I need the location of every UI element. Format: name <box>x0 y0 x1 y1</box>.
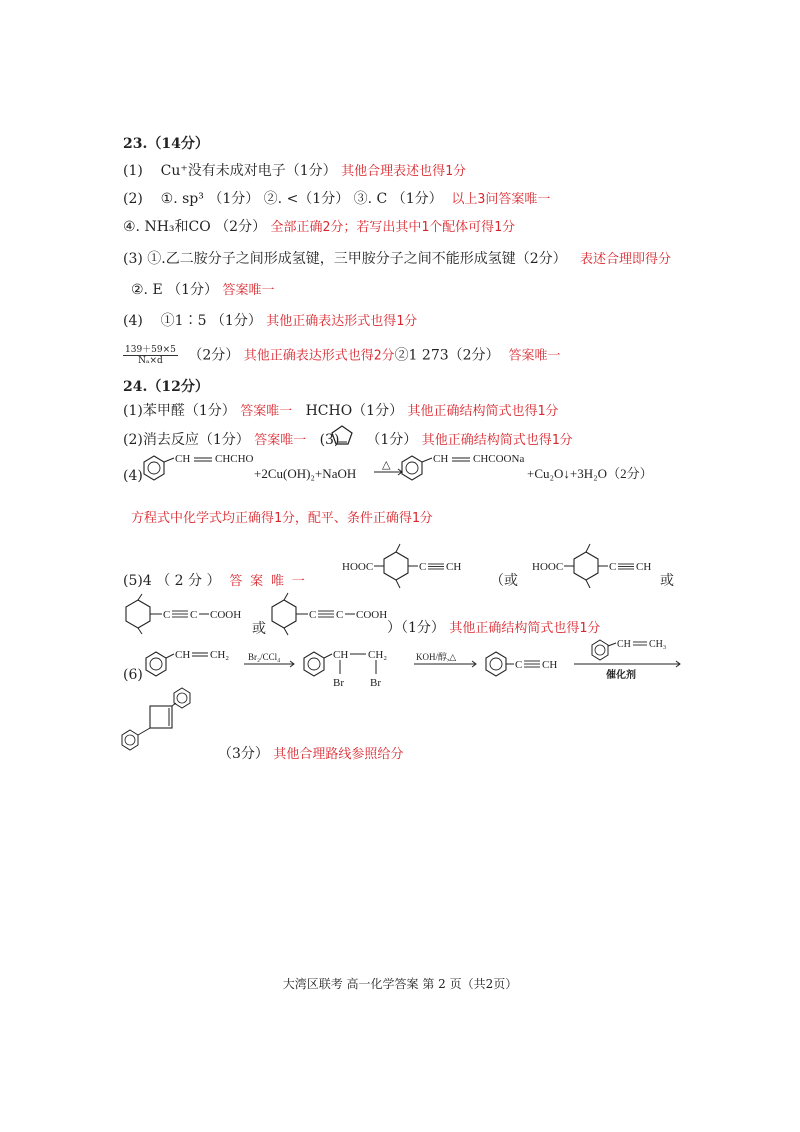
q24-4-number: (4) <box>123 468 143 484</box>
q23-1-number: (1) <box>123 163 143 179</box>
q23-4-note: 其他正确表达形式也得1分 <box>266 314 418 329</box>
benzene-ring-icon-2 <box>402 456 422 480</box>
product-structure <box>118 684 208 764</box>
q23-3b-answer: ②. E （1分） <box>131 282 219 298</box>
isomer-structure-1 <box>340 538 480 598</box>
isomer-structure-3 <box>122 592 252 642</box>
q23-2d-answer: ④. NH₃和CO （2分） <box>123 219 267 235</box>
q24-3-number: (3) <box>319 432 340 448</box>
q23-4c-answer: ②1 273（2分） <box>394 347 500 364</box>
eq-ch-label-2: CH <box>433 453 449 465</box>
svg-text:C: C <box>336 609 344 621</box>
or-word-1: （或 <box>490 573 518 589</box>
q24-5-score: ）（1分） <box>387 620 445 636</box>
condition-3: 催化剂 <box>606 670 636 681</box>
q23-4-number: (4) <box>123 313 143 329</box>
eq-products: +Cu₂O↓+3H₂O（2分） <box>527 466 653 481</box>
q23-1-note: 其他合理表述也得1分 <box>341 164 466 179</box>
q24-4-equation <box>142 448 662 488</box>
condition-1: Br₂/CCl₄ <box>248 652 281 662</box>
reagent-ch3: CH₃ <box>649 639 667 650</box>
eq-heat-symbol: △ <box>382 459 391 471</box>
q23-line-5 <box>131 281 275 300</box>
q24-3-note: 其他正确结构简式也得1分 <box>421 433 573 448</box>
styrene-ch2: CH₂ <box>210 649 230 661</box>
svg-text:C: C <box>419 561 427 573</box>
q23-4c-note: 答案唯一 <box>508 348 561 364</box>
q24-line-1 <box>123 402 558 421</box>
svg-text:CH₂: CH₂ <box>368 649 388 661</box>
q23-2-number: (2) <box>123 191 143 207</box>
q23-4b-note: 其他正确表达形式也得2分 <box>243 348 395 364</box>
svg-text:C: C <box>163 609 171 621</box>
cyclopentene-structure <box>330 424 354 446</box>
q24-2-answer: (2)消去反应（1分） <box>123 432 250 448</box>
benzene-ring-icon-5 <box>486 652 506 676</box>
q23-line-1 <box>123 162 466 181</box>
ch-label-1: CH <box>446 561 462 573</box>
svg-text:C: C <box>190 609 198 621</box>
ch-label-2: CH <box>636 561 652 573</box>
svg-text:CH: CH <box>333 649 349 661</box>
q23-line-3 <box>123 218 515 237</box>
benzene-ring-icon <box>144 456 164 480</box>
q23-4-answer: ①1∶5 （1分） <box>160 313 262 329</box>
fraction-numerator: 139＋59×5 <box>125 345 176 355</box>
q23-2-answer: ①. sp³ （1分） ②. <（1分） ③. C （1分） <box>160 191 443 207</box>
q24-1b-note: 其他正确结构简式也得1分 <box>407 404 559 419</box>
cooh-label-2: COOH <box>356 609 388 621</box>
q23-2d-note: 全部正确2分；若写出其中1个配体可得1分 <box>270 220 516 235</box>
q23-line-4 <box>123 250 671 269</box>
q24-2-note: 答案唯一 <box>254 433 307 448</box>
q24-6-number: (6) <box>123 667 143 683</box>
q23-4b-score: （2分） <box>188 347 240 364</box>
q24-line-5 <box>123 572 305 591</box>
q23-heading: 23.（14分） <box>123 136 209 152</box>
q24-1-note: 答案唯一 <box>240 404 293 419</box>
q23-3-answer: ①.乙二胺分子之间形成氢键，三甲胺分子之间不能形成氢键（2分） <box>147 251 567 267</box>
q24-4-note: 方程式中化学式均正确得1分，配平、条件正确得1分 <box>131 511 433 526</box>
svg-text:C: C <box>309 609 317 621</box>
q24-1b-answer: HCHO（1分） <box>305 403 404 419</box>
or-word-3: 或 <box>252 621 266 637</box>
benzene-ring-icon-4 <box>304 652 324 676</box>
q23-3-note: 表述合理即得分 <box>580 252 672 267</box>
svg-text:CH: CH <box>542 659 558 671</box>
benzene-ring-icon-6 <box>592 640 608 660</box>
q23-1-answer: Cu⁺没有未成对电子（1分） <box>160 163 337 179</box>
page-footer: 大湾区联考 高一化学答案 第 2 页（共2页） <box>282 977 518 991</box>
q24-6-score: （3分） <box>218 746 269 762</box>
or-word-2: 或 <box>660 573 674 589</box>
eq-coona-label: CHCOONa <box>473 453 525 465</box>
q24-line-6 <box>387 619 600 638</box>
q23-2-note: 以上3问答案唯一 <box>451 192 551 207</box>
q23-line-2 <box>123 190 550 209</box>
q24-6-note: 其他合理路线参照给分 <box>273 747 404 762</box>
hooc-label-2: HOOC <box>532 561 564 573</box>
q24-1-answer: (1)苯甲醛（1分） <box>123 403 236 419</box>
q24-heading: 24.（12分） <box>123 379 209 395</box>
condition-2: KOH/醇,△ <box>416 652 457 662</box>
synthesis-route <box>144 640 684 692</box>
q23-3-number: (3) <box>123 251 143 267</box>
q24-3-score: （1分） <box>366 432 418 448</box>
styrene-ch: CH <box>175 649 191 661</box>
svg-text:C: C <box>515 659 523 671</box>
eq-chcho-label: CHCHO <box>215 453 254 465</box>
bromine-label-2: Br <box>370 677 381 689</box>
q24-line-8 <box>218 745 403 764</box>
density-fraction <box>123 345 178 366</box>
q23-line-7 <box>123 345 560 366</box>
q24-5b-note: 其他正确结构简式也得1分 <box>449 621 601 636</box>
benzene-ring-icon-7 <box>174 688 190 708</box>
eq-reagents: +2Cu(OH)₂+NaOH <box>254 466 357 481</box>
hooc-label-1: HOOC <box>342 561 374 573</box>
bromine-label-1: Br <box>333 677 344 689</box>
eq-ch-label: CH <box>175 453 191 465</box>
isomer-structure-2 <box>530 538 670 598</box>
q23-line-6 <box>123 312 417 331</box>
q24-5-answer: (5)4 （ 2 分 ） <box>123 573 221 589</box>
fraction-denominator: Nₐ×d <box>138 356 163 366</box>
q24-5-note: 答 案 唯 一 <box>229 574 305 589</box>
svg-text:C: C <box>609 561 617 573</box>
svg-text:CH: CH <box>617 639 631 650</box>
isomer-structure-4 <box>268 590 398 642</box>
cooh-label-1: COOH <box>210 609 242 621</box>
benzene-ring-icon-8 <box>122 730 138 750</box>
benzene-ring-icon-3 <box>146 652 166 676</box>
q23-3b-note: 答案唯一 <box>222 283 275 298</box>
